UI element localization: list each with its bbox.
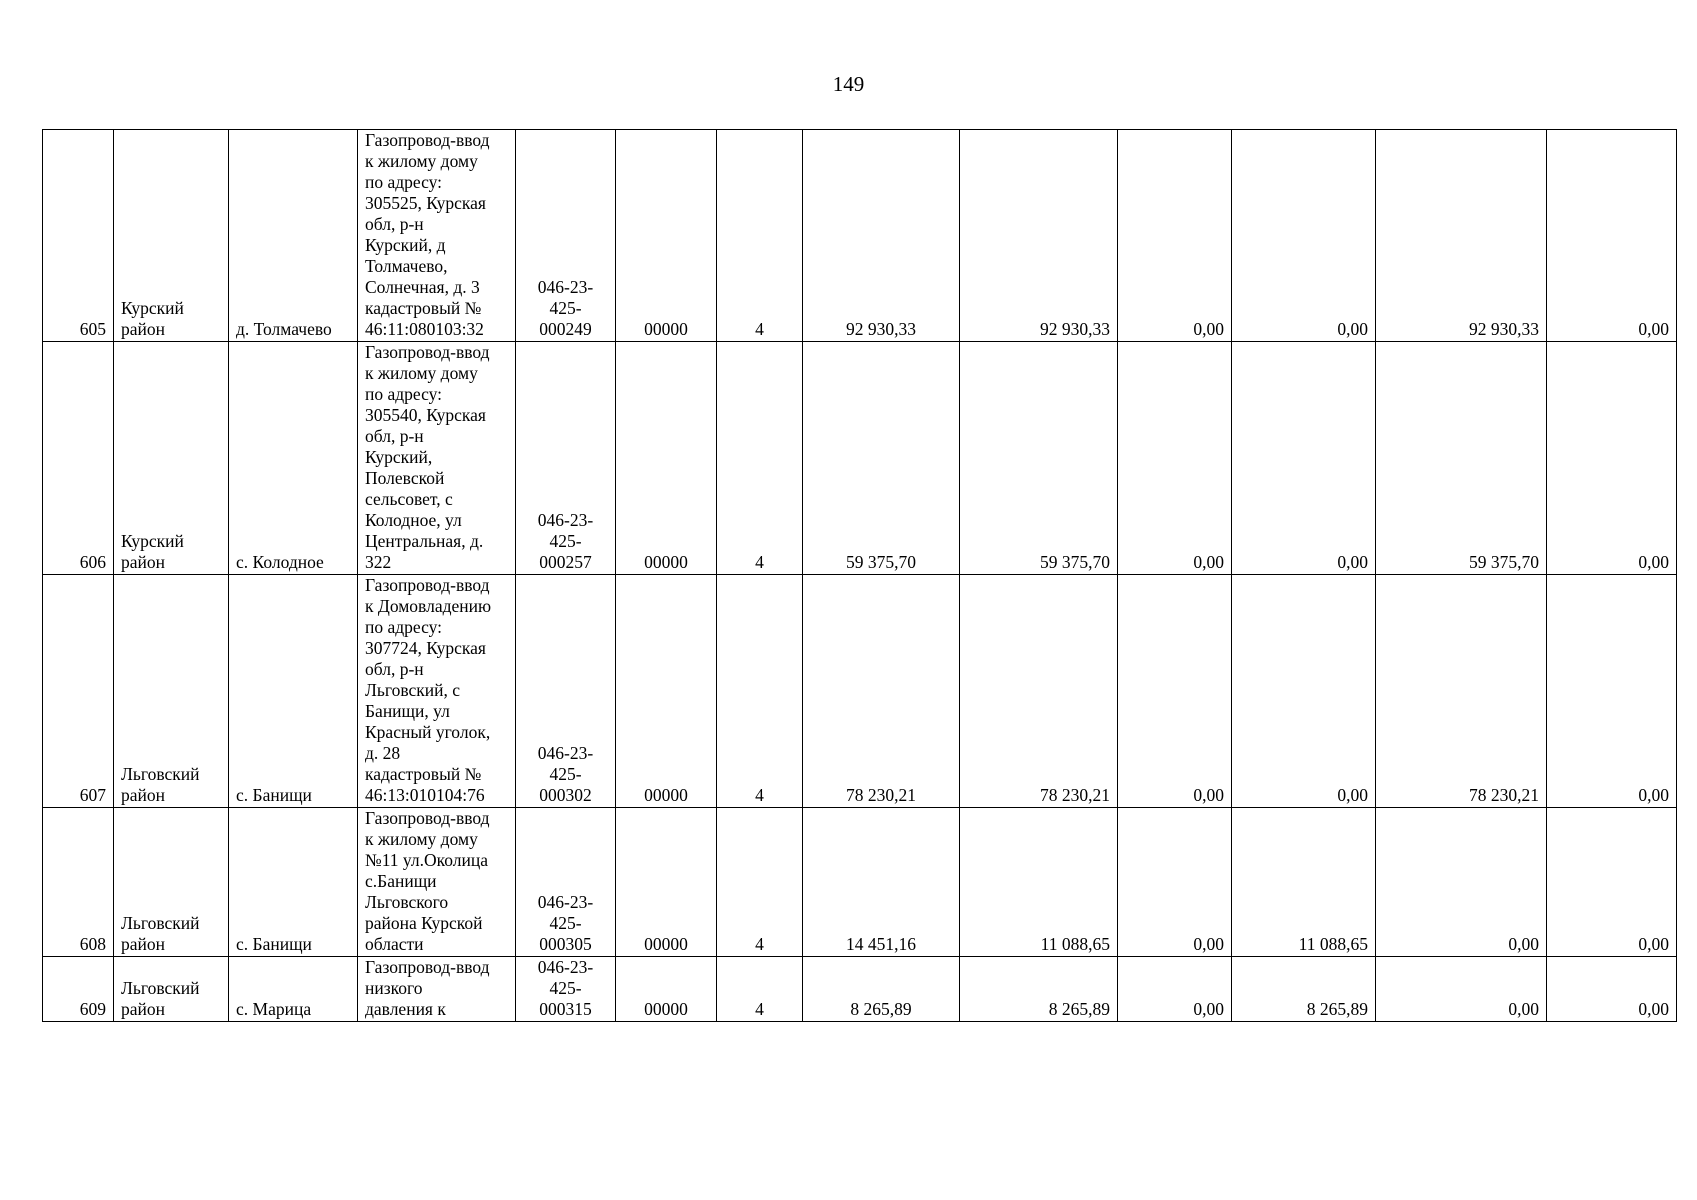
- group-cell: 4: [717, 342, 803, 575]
- value-cell-4: 92 930,33: [1376, 130, 1547, 342]
- initial-cost-cell: 78 230,21: [803, 575, 960, 808]
- code-cell: 00000: [616, 808, 717, 957]
- locality-cell: с. Марица: [229, 957, 358, 1022]
- group-cell: 4: [717, 130, 803, 342]
- row-number: 607: [43, 575, 114, 808]
- value-cell-1: 11 088,65: [960, 808, 1118, 957]
- initial-cost-cell: 14 451,16: [803, 808, 960, 957]
- initial-cost-cell: 92 930,33: [803, 130, 960, 342]
- locality-cell: с. Банищи: [229, 808, 358, 957]
- value-cell-2: 0,00: [1118, 342, 1232, 575]
- inventory-number-cell: 046-23- 425- 000305: [516, 808, 616, 957]
- district-cell: Льговский район: [114, 808, 229, 957]
- table-row: [43, 575, 1677, 808]
- code-cell: 00000: [616, 575, 717, 808]
- value-cell-3: 8 265,89: [1232, 957, 1376, 1022]
- value-cell-5: 0,00: [1547, 575, 1677, 808]
- value-cell-4: 0,00: [1376, 957, 1547, 1022]
- value-cell-5: 0,00: [1547, 342, 1677, 575]
- value-cell-1: 59 375,70: [960, 342, 1118, 575]
- table-row: [43, 130, 1677, 342]
- value-cell-5: 0,00: [1547, 130, 1677, 342]
- district-cell: Курский район: [114, 130, 229, 342]
- inventory-number-cell: 046-23- 425- 000315: [516, 957, 616, 1022]
- table-row: [43, 808, 1677, 957]
- row-number: 608: [43, 808, 114, 957]
- description-cell: Газопровод-ввод к жилому дому по адресу: 305525, Курская обл, р-н Курский, д Толмачево, Солнечная, д. 3 кадастровый № 46:11:080103:32: [358, 130, 516, 342]
- description-cell: Газопровод-ввод низкого давления к: [358, 957, 516, 1022]
- inventory-number-cell: 046-23- 425- 000302: [516, 575, 616, 808]
- code-cell: 00000: [616, 957, 717, 1022]
- district-cell: Льговский район: [114, 957, 229, 1022]
- initial-cost-cell: 59 375,70: [803, 342, 960, 575]
- value-cell-5: 0,00: [1547, 808, 1677, 957]
- row-number: 606: [43, 342, 114, 575]
- code-cell: 00000: [616, 130, 717, 342]
- code-cell: 00000: [616, 342, 717, 575]
- value-cell-4: 78 230,21: [1376, 575, 1547, 808]
- value-cell-2: 0,00: [1118, 575, 1232, 808]
- value-cell-1: 92 930,33: [960, 130, 1118, 342]
- row-number: 605: [43, 130, 114, 342]
- value-cell-2: 0,00: [1118, 808, 1232, 957]
- group-cell: 4: [717, 957, 803, 1022]
- value-cell-3: 0,00: [1232, 342, 1376, 575]
- group-cell: 4: [717, 575, 803, 808]
- table-row: [43, 342, 1677, 575]
- group-cell: 4: [717, 808, 803, 957]
- value-cell-3: 11 088,65: [1232, 808, 1376, 957]
- locality-cell: с. Банищи: [229, 575, 358, 808]
- district-cell: Курский район: [114, 342, 229, 575]
- value-cell-1: 78 230,21: [960, 575, 1118, 808]
- row-number: 609: [43, 957, 114, 1022]
- table-row: [43, 957, 1677, 1022]
- value-cell-4: 59 375,70: [1376, 342, 1547, 575]
- district-cell: Льговский район: [114, 575, 229, 808]
- value-cell-2: 0,00: [1118, 130, 1232, 342]
- initial-cost-cell: 8 265,89: [803, 957, 960, 1022]
- asset-registry-table: [42, 129, 1677, 1022]
- description-cell: Газопровод-ввод к жилому дому №11 ул.Околица с.Банищи Льговского района Курской области: [358, 808, 516, 957]
- page-number: 149: [832, 72, 865, 96]
- inventory-number-cell: 046-23- 425- 000249: [516, 130, 616, 342]
- locality-cell: д. Толмачево: [229, 130, 358, 342]
- value-cell-4: 0,00: [1376, 808, 1547, 957]
- value-cell-3: 0,00: [1232, 130, 1376, 342]
- inventory-number-cell: 046-23- 425- 000257: [516, 342, 616, 575]
- value-cell-3: 0,00: [1232, 575, 1376, 808]
- description-cell: Газопровод-ввод к Домовладению по адресу: 307724, Курская обл, р-н Льговский, с Банищи, ул Красный уголок, д. 28 кадастровый № 46:13:010104:76: [358, 575, 516, 808]
- value-cell-5: 0,00: [1547, 957, 1677, 1022]
- description-cell: Газопровод-ввод к жилому дому по адресу: 305540, Курская обл, р-н Курский, Полевской сельсовет, с Колодное, ул Центральная, д. 322: [358, 342, 516, 575]
- locality-cell: с. Колодное: [229, 342, 358, 575]
- value-cell-2: 0,00: [1118, 957, 1232, 1022]
- value-cell-1: 8 265,89: [960, 957, 1118, 1022]
